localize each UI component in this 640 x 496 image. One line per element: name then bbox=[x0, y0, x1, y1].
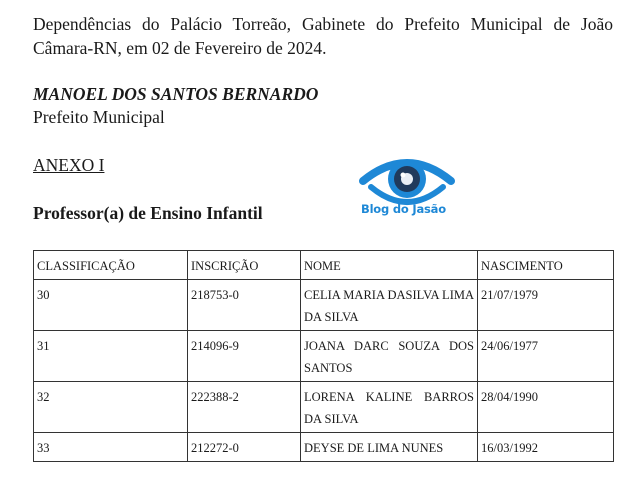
table-row bbox=[34, 382, 614, 433]
signer-role: Prefeito Municipal bbox=[33, 107, 165, 127]
cell-nome: JOANA DARC SOUZA DOS SANTOS bbox=[301, 331, 478, 382]
section-title: Professor(a) de Ensino Infantil bbox=[33, 203, 263, 223]
cell-classificacao: 31 bbox=[34, 331, 188, 382]
cell-nome: CELIA MARIA DASILVA LIMA DA SILVA bbox=[301, 280, 478, 331]
intro-paragraph: Dependências do Palácio Torreão, Gabinete do Prefeito Municipal de João Câmara-RN, em 02 de Fevereiro de 2024. bbox=[33, 14, 613, 58]
cell-inscricao: 222388-2 bbox=[188, 382, 301, 433]
cell-classificacao: 32 bbox=[34, 382, 188, 433]
table-row bbox=[34, 280, 614, 331]
header-nascimento: NASCIMENTO bbox=[478, 251, 614, 280]
cell-classificacao: 33 bbox=[34, 433, 188, 462]
table-row bbox=[34, 433, 614, 462]
header-classificacao: CLASSIFICAÇÃO bbox=[34, 251, 188, 280]
table-header-row bbox=[34, 251, 614, 280]
cell-nascimento: 16/03/1992 bbox=[478, 433, 614, 462]
watermark-text: Blog do Jasão bbox=[361, 202, 446, 216]
cell-inscricao: 212272-0 bbox=[188, 433, 301, 462]
cell-nascimento: 21/07/1979 bbox=[478, 280, 614, 331]
table-row bbox=[34, 331, 614, 382]
cell-nome: LORENA KALINE BARROS DA SILVA bbox=[301, 382, 478, 433]
cell-classificacao: 30 bbox=[34, 280, 188, 331]
annex-title: ANEXO I bbox=[33, 155, 105, 175]
cell-nascimento: 24/06/1977 bbox=[478, 331, 614, 382]
cell-nascimento: 28/04/1990 bbox=[478, 382, 614, 433]
signer-name: MANOEL DOS SANTOS BERNARDO bbox=[33, 84, 319, 104]
header-nome: NOME bbox=[301, 251, 478, 280]
cell-inscricao: 214096-9 bbox=[188, 331, 301, 382]
results-table bbox=[33, 250, 614, 462]
header-inscricao: INSCRIÇÃO bbox=[188, 251, 301, 280]
cell-nome: DEYSE DE LIMA NUNES bbox=[301, 433, 478, 462]
cell-inscricao: 218753-0 bbox=[188, 280, 301, 331]
